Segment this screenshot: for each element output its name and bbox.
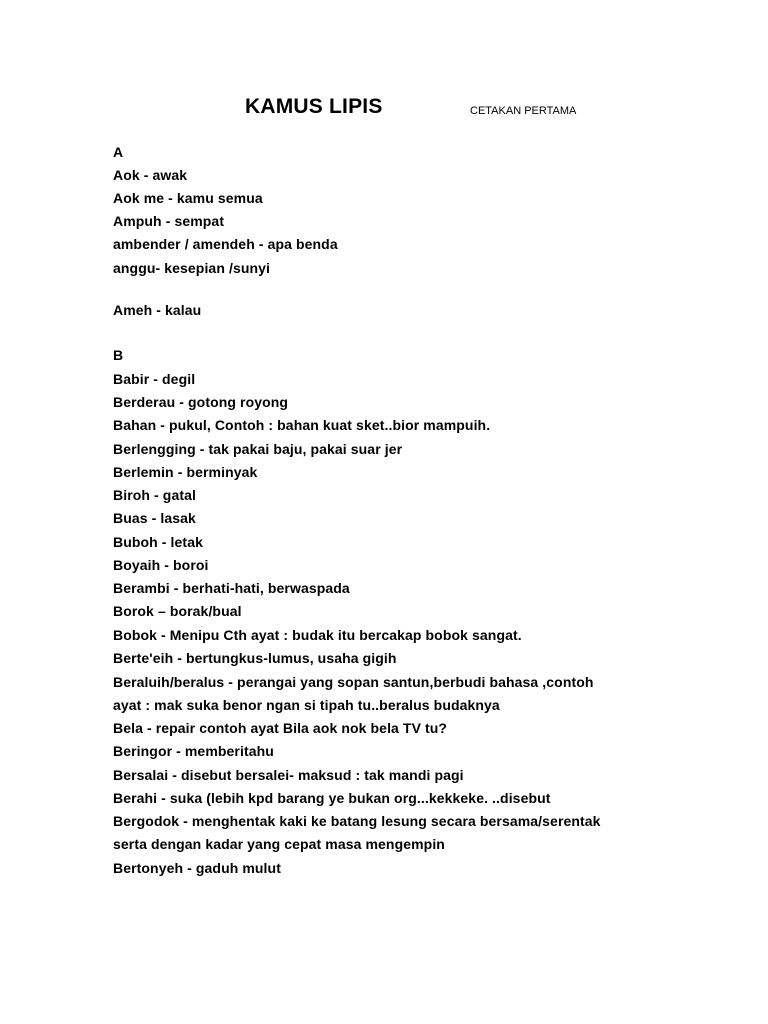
entry-line: Bertonyeh - gaduh mulut <box>113 860 281 876</box>
entry-line: Bobok - Menipu Cth ayat : budak itu bercakap bobok sangat. <box>113 627 522 643</box>
entry-line: Berderau - gotong royong <box>113 394 289 410</box>
entry-line: Berlengging - tak pakai baju, pakai suar jer <box>113 441 403 457</box>
entry-line: anggu- kesepian /sunyi <box>113 260 271 276</box>
document-title: KAMUS LIPIS <box>245 95 383 118</box>
entry-line: Biroh - gatal <box>113 487 196 503</box>
entry-line: Berlemin - berminyak <box>113 464 258 480</box>
entry-line: Buboh - letak <box>113 534 203 550</box>
entry-line: Aok me - kamu semua <box>113 190 263 206</box>
section-heading-b: B <box>113 347 124 363</box>
entry-line: Buas - lasak <box>113 510 196 526</box>
entry-line: Berahi - suka (lebih kpd barang ye bukan org...kekkeke. ..disebut <box>113 790 551 806</box>
entry-line: Boyaih - boroi <box>113 557 209 573</box>
entry-line: Bela - repair contoh ayat Bila aok nok bela TV tu? <box>113 720 448 736</box>
entry-line: Ameh - kalau <box>113 302 202 318</box>
entry-line: Berte'eih - bertungkus-lumus, usaha gigih <box>113 650 397 666</box>
section-heading-a: A <box>113 144 124 160</box>
entry-line: Bahan - pukul, Contoh : bahan kuat sket..bior mampuih. <box>113 417 491 433</box>
entry-line: Bersalai - disebut bersalei- maksud : tak mandi pagi <box>113 767 464 783</box>
entry-line: Ampuh - sempat <box>113 213 225 229</box>
entry-line: Borok – borak/bual <box>113 603 242 619</box>
entry-line-continued: serta dengan kadar yang cepat masa mengempin <box>113 836 445 852</box>
entry-line: Beraluih/beralus - perangai yang sopan santun,berbudi bahasa ,contoh <box>113 674 594 690</box>
entry-line: Bergodok - menghentak kaki ke batang lesung secara bersama/serentak <box>113 813 601 829</box>
entry-line-continued: ayat : mak suka benor ngan si tipah tu..beralus budaknya <box>113 697 500 713</box>
entry-line: Babir - degil <box>113 371 196 387</box>
entry-line: ambender / amendeh - apa benda <box>113 236 338 252</box>
entry-line: Aok - awak <box>113 167 188 183</box>
entry-line: Beringor - memberitahu <box>113 743 274 759</box>
edition-label: CETAKAN PERTAMA <box>470 105 577 117</box>
entry-line: Berambi - berhati-hati, berwaspada <box>113 580 350 596</box>
